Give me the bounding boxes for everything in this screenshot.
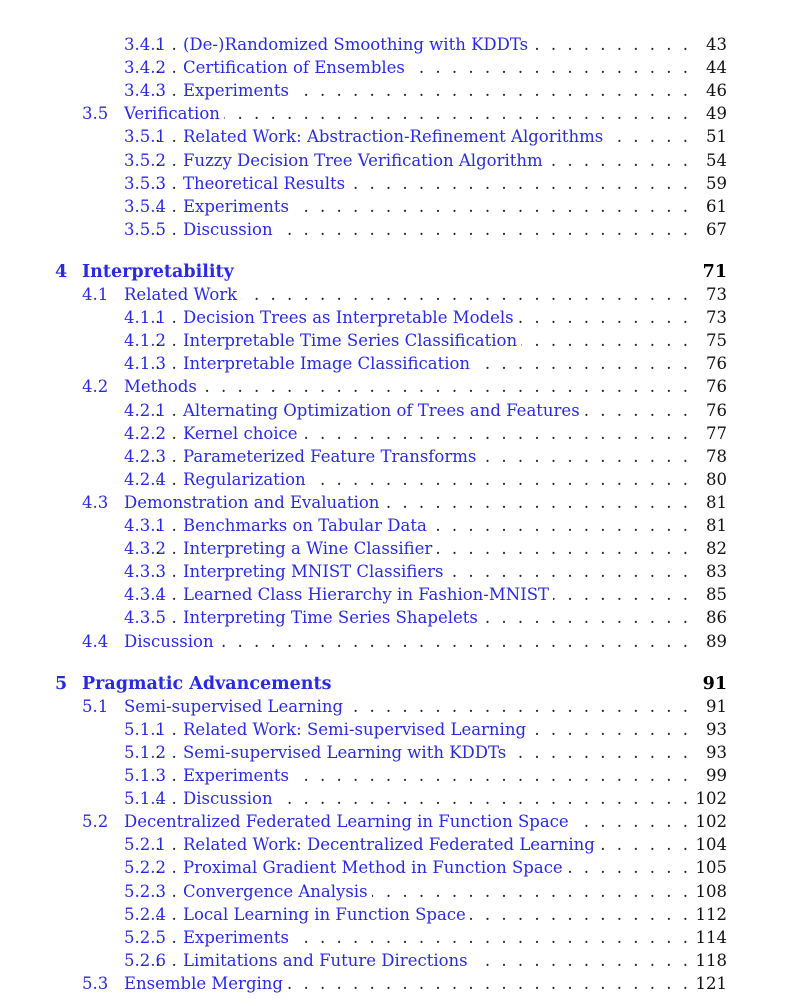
toc-section-row[interactable] [0, 811, 806, 833]
toc-entry-title[interactable]: Discussion [183, 788, 277, 810]
toc-entry-number[interactable]: 3.5.5 [124, 219, 166, 239]
toc-entry-number[interactable]: 4.4 [82, 631, 109, 651]
toc-page-number[interactable]: 82 [706, 539, 727, 559]
toc-entry-number[interactable]: 5.1.2 [124, 742, 166, 762]
toc-entry-title[interactable]: Experiments [183, 765, 293, 787]
toc-section-row[interactable] [0, 631, 806, 653]
toc-page-number[interactable]: 77 [706, 423, 727, 443]
toc-entry-title[interactable]: Fuzzy Decision Tree Verification Algorithm [183, 150, 547, 172]
toc-page-number[interactable]: 54 [706, 150, 727, 170]
toc-entry-title[interactable]: Interpreting Time Series Shapelets [183, 607, 482, 629]
toc-entry-number[interactable]: 4.1 [82, 285, 109, 304]
toc-subsection-row[interactable] [0, 607, 806, 629]
toc-subsection-row[interactable] [0, 561, 806, 583]
toc-page-number[interactable]: 104 [695, 835, 727, 855]
toc-entry-title[interactable]: Discussion [183, 219, 277, 241]
toc-subsection-row[interactable] [0, 34, 806, 56]
toc-entry-number[interactable]: 4.3.2 [124, 539, 166, 559]
toc-entry-title[interactable]: Demonstration and Evaluation [124, 492, 383, 514]
toc-subsection-row[interactable] [0, 719, 806, 741]
toc-page-number[interactable]: 91 [706, 696, 727, 716]
toc-entry-number[interactable]: 4.1.2 [124, 331, 166, 351]
toc-subsection-row[interactable] [0, 196, 806, 218]
toc-page-number[interactable]: 102 [695, 789, 727, 809]
toc-page-number[interactable]: 112 [695, 904, 727, 924]
toc-section-row[interactable] [0, 376, 806, 398]
toc-subsection-row[interactable] [0, 126, 806, 148]
toc-subsection-row[interactable] [0, 881, 806, 903]
toc-subsection-row[interactable] [0, 353, 806, 375]
toc-entry-number[interactable]: 4.3.3 [124, 562, 166, 582]
toc-entry-number[interactable]: 5.2 [82, 812, 109, 832]
toc-entry-number[interactable]: 4.2.2 [124, 423, 166, 443]
toc-page-number[interactable]: 85 [706, 585, 727, 605]
toc-entry-number[interactable]: 5.3 [82, 973, 109, 993]
toc-page-number[interactable]: 73 [706, 308, 727, 328]
toc-entry-title[interactable]: Pragmatic Advancements [82, 673, 335, 695]
toc-page-number[interactable]: 118 [695, 950, 727, 970]
toc-entry-number[interactable]: 5.2.4 [124, 904, 166, 924]
toc-subsection-row[interactable] [0, 765, 806, 787]
toc-entry-number[interactable]: 5.2.1 [124, 835, 166, 855]
toc-page-number[interactable]: 105 [695, 858, 727, 878]
toc-entry-title[interactable]: Interpretable Time Series Classification [183, 330, 521, 352]
toc-subsection-row[interactable] [0, 57, 806, 79]
toc-page-number[interactable]: 114 [695, 927, 727, 947]
toc-page-number[interactable]: 99 [706, 766, 727, 785]
toc-entry-title[interactable]: Convergence Analysis [183, 881, 372, 903]
toc-entry-title[interactable]: Interpretable Image Classification [183, 353, 474, 375]
dot-leader [150, 631, 688, 653]
toc-page-number[interactable]: 78 [706, 446, 727, 466]
toc-subsection-row[interactable] [0, 80, 806, 102]
toc-entry-title[interactable]: Kernel choice [183, 423, 302, 445]
toc-entry-title[interactable]: Ensemble Merging [124, 973, 287, 995]
toc-entry-title[interactable]: Methods [124, 376, 201, 398]
toc-entry-title[interactable]: Regularization [183, 469, 310, 491]
toc-entry-number[interactable]: 5.2.3 [124, 881, 166, 901]
toc-entry-number[interactable]: 5.2.6 [124, 950, 166, 970]
toc-entry-title[interactable]: Proximal Gradient Method in Function Space [183, 857, 567, 879]
toc-section-row[interactable] [0, 284, 806, 306]
toc-entry-title[interactable]: Decision Trees as Interpretable Models [183, 307, 518, 329]
toc-entry-number[interactable]: 4.2.1 [124, 400, 166, 420]
toc-entry-number[interactable]: 3.4.2 [124, 58, 166, 78]
toc-subsection-row[interactable] [0, 927, 806, 949]
toc-page-number[interactable]: 71 [702, 261, 727, 282]
toc-chapter-row[interactable] [0, 261, 806, 283]
toc-entry-number[interactable]: 4.3.4 [124, 585, 166, 605]
toc-page-number[interactable]: 76 [706, 400, 727, 420]
toc-entry-title[interactable]: Interpreting MNIST Classifiers [183, 561, 447, 583]
toc-chapter-row[interactable] [0, 673, 806, 695]
toc-page-number[interactable]: 44 [706, 58, 727, 78]
toc-subsection-row[interactable] [0, 400, 806, 422]
toc-entry-title[interactable]: Related Work [124, 284, 241, 306]
toc-subsection-row[interactable] [0, 515, 806, 537]
toc-page-number[interactable]: 67 [706, 219, 727, 239]
toc-entry-number[interactable]: 4.3.5 [124, 608, 166, 628]
toc-subsection-row[interactable] [0, 950, 806, 972]
toc-subsection-row[interactable] [0, 150, 806, 172]
toc-section-row[interactable] [0, 696, 806, 718]
toc-entry-title[interactable]: Parameterized Feature Transforms [183, 446, 480, 468]
toc-entry-title[interactable]: Experiments [183, 80, 293, 102]
toc-entry-number[interactable]: 3.5.3 [124, 173, 166, 193]
toc-section-row[interactable] [0, 492, 806, 514]
toc-page-number[interactable]: 83 [706, 562, 727, 582]
toc-entry-title[interactable]: Benchmarks on Tabular Data [183, 515, 431, 537]
toc-entry-title[interactable]: Related Work: Semi-supervised Learning [183, 719, 530, 741]
toc-page-number[interactable]: 46 [706, 81, 727, 101]
toc-page-number[interactable]: 91 [702, 673, 727, 694]
toc-subsection-row[interactable] [0, 584, 806, 606]
toc-entry-title[interactable]: Experiments [183, 927, 293, 949]
toc-entry-number[interactable]: 3.5 [82, 104, 109, 124]
toc-entry-number[interactable]: 3.5.4 [124, 196, 166, 216]
toc-entry-title[interactable]: (De-)Randomized Smoothing with KDDTs [183, 34, 532, 56]
toc-entry-number[interactable]: 4 [55, 261, 68, 282]
toc-entry-title[interactable]: Related Work: Decentralized Federated Learning [183, 834, 599, 856]
toc-entry-title[interactable]: Semi-supervised Learning with KDDTs [183, 742, 510, 764]
toc-subsection-row[interactable] [0, 538, 806, 560]
toc-subsection-row[interactable] [0, 857, 806, 879]
toc-entry-number[interactable]: 3.4.1 [124, 35, 166, 54]
toc-page-number[interactable]: 59 [706, 173, 727, 193]
toc-subsection-row[interactable] [0, 446, 806, 468]
toc-entry-number[interactable]: 5.1.3 [124, 766, 166, 785]
toc-page-number[interactable]: 89 [706, 631, 727, 651]
toc-page-number[interactable]: 75 [706, 331, 727, 351]
toc-entry-title[interactable]: Theoretical Results [183, 173, 349, 195]
toc-subsection-row[interactable] [0, 469, 806, 491]
toc-subsection-row[interactable] [0, 307, 806, 329]
toc-page-number[interactable]: 76 [706, 354, 727, 374]
toc-entry-number[interactable]: 4.3 [82, 492, 109, 512]
toc-page-number[interactable]: 81 [706, 492, 727, 512]
toc-page-number[interactable]: 76 [706, 377, 727, 397]
toc-entry-title[interactable]: Limitations and Future Directions [183, 950, 472, 972]
toc-subsection-row[interactable] [0, 834, 806, 856]
toc-entry-number[interactable]: 3.4.3 [124, 81, 166, 101]
toc-page-number[interactable]: 108 [695, 881, 727, 901]
toc-page-number[interactable]: 81 [706, 516, 727, 535]
toc-entry-number[interactable]: 4.1.1 [124, 308, 166, 328]
toc-page-number[interactable]: 51 [706, 127, 727, 147]
toc-entry-number[interactable]: 5.2.2 [124, 858, 166, 878]
toc-page-number[interactable]: 102 [695, 812, 727, 832]
toc-entry-title[interactable]: Experiments [183, 196, 293, 218]
toc-entry-title[interactable]: Related Work: Abstraction-Refinement Algorithms [183, 126, 607, 148]
toc-entry-title[interactable]: Local Learning in Function Space [183, 904, 470, 926]
toc-entry-title[interactable]: Verification [124, 103, 224, 125]
toc-subsection-row[interactable] [0, 423, 806, 445]
toc-page-number[interactable]: 93 [706, 719, 727, 739]
toc-page-number[interactable]: 49 [706, 104, 727, 124]
toc-subsection-row[interactable] [0, 330, 806, 352]
toc-entry-title[interactable]: Decentralized Federated Learning in Function Space [124, 811, 573, 833]
toc-page-number[interactable]: 61 [706, 196, 727, 216]
toc-entry-title[interactable]: Discussion [124, 631, 218, 653]
toc-entry-number[interactable]: 5.1.4 [124, 789, 166, 809]
toc-page-number[interactable]: 80 [706, 469, 727, 489]
toc-entry-number[interactable]: 5.1.1 [124, 719, 166, 739]
toc-subsection-row[interactable] [0, 788, 806, 810]
toc-page-number[interactable]: 86 [706, 608, 727, 628]
dot-leader [150, 376, 688, 398]
toc-entry-number[interactable]: 4.1.3 [124, 354, 166, 374]
toc-entry-title[interactable]: Certification of Ensembles [183, 57, 409, 79]
toc-page-number[interactable]: 43 [706, 35, 727, 54]
toc-subsection-row[interactable] [0, 219, 806, 241]
toc-section-row[interactable] [0, 973, 806, 995]
toc-page-number[interactable]: 73 [706, 285, 727, 304]
toc-page-number[interactable]: 93 [706, 742, 727, 762]
toc-entry-title[interactable]: Interpreting a Wine Classifier [183, 538, 436, 560]
toc-page-number[interactable]: 121 [695, 973, 727, 993]
toc-entry-number[interactable]: 3.5.1 [124, 127, 166, 147]
toc-entry-number[interactable]: 4.2.3 [124, 446, 166, 466]
dot-leader [150, 103, 688, 125]
toc-entry-number[interactable]: 5 [55, 673, 68, 694]
toc-section-row[interactable] [0, 103, 806, 125]
toc-entry-number[interactable]: 4.3.1 [124, 516, 166, 535]
toc-entry-number[interactable]: 5.1 [82, 696, 109, 716]
toc-subsection-row[interactable] [0, 173, 806, 195]
toc-entry-number[interactable]: 5.2.5 [124, 927, 166, 947]
toc-entry-number[interactable]: 4.2 [82, 377, 109, 397]
toc-entry-title[interactable]: Alternating Optimization of Trees and Features [183, 400, 584, 422]
toc-subsection-row[interactable] [0, 742, 806, 764]
toc-entry-number[interactable]: 4.2.4 [124, 469, 166, 489]
toc-entry-title[interactable]: Interpretability [82, 261, 238, 283]
toc-entry-title[interactable]: Semi-supervised Learning [124, 696, 347, 718]
toc-entry-number[interactable]: 3.5.2 [124, 150, 166, 170]
toc-entry-title[interactable]: Learned Class Hierarchy in Fashion-MNIST [183, 584, 553, 606]
toc-subsection-row[interactable] [0, 904, 806, 926]
